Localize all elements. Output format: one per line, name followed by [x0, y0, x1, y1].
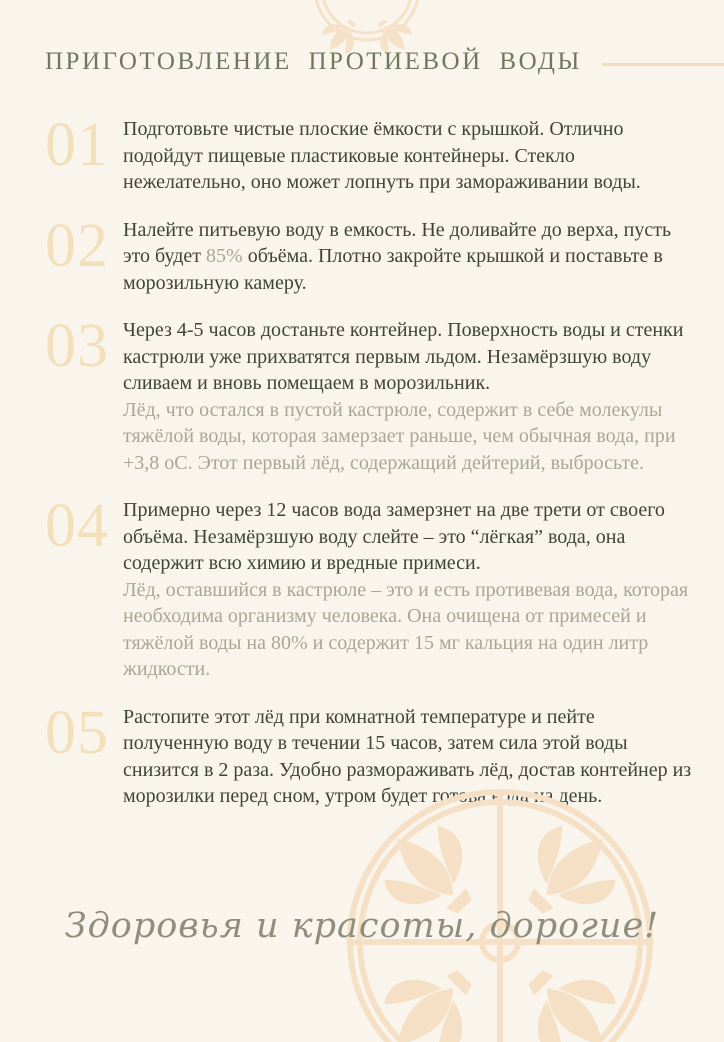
step-text — [123, 497, 701, 683]
step-text-dark-segment: Примерно через 12 часов вода замерзнет на две трети от своего объёма. Незамёрзшую воду слейте – это “лёгкая” вода, она содержит всю химию и вредные примеси. — [123, 499, 665, 574]
step-row — [45, 312, 701, 476]
step-text — [123, 317, 701, 476]
page-title: ПРИГОТОВЛЕНИЕ ПРОТИЕВОЙ ВОДЫ — [45, 48, 582, 75]
step-text-dark-segment: Через 4-5 часов достаньте контейнер. Поверхность воды и стенки кастрюли уже прихватятся первым льдом. Незамёрзшую воду сливаем и вновь помещаем в морозильник. — [123, 319, 684, 394]
step-number: 02 — [45, 211, 109, 280]
step-text-light-segment: 85% — [206, 245, 243, 267]
step-text — [123, 217, 701, 297]
steps-list — [45, 111, 701, 831]
step-number: 04 — [45, 492, 109, 560]
step-text-dark-segment: объёма. Плотно закройте крышкой и поставьте в морозильную камеру. — [123, 245, 663, 294]
signature-text: Здоровья и красоты, дорогие! — [64, 906, 660, 946]
step-row — [45, 492, 701, 683]
step-text-light-segment: Лёд, что остался в пустой кастрюле, содержит в себе молекулы тяжёлой воды, которая замерзает раньше, чем обычная вода, при +3,8 оС. Этот первый лёд, содержащий дейтерий, выбросьте. — [123, 398, 676, 474]
title-rule — [602, 63, 724, 66]
step-number: 01 — [45, 111, 109, 179]
step-number: 05 — [45, 698, 109, 767]
step-text-light-segment: Лёд, оставшийся в кастрюле – это и есть противевая вода, которая необходима организму человека. Она очищена от примесей и тяжёлой воды на 80% и содержит 15 мг кальция на один литр жидкости. — [123, 578, 689, 680]
step-text-dark-segment: Подготовьте чистые плоские ёмкости с крышкой. Отлично подойдут пищевые пластиковые контейнеры. Стекло нежелательно, оно может лопнуть при замораживании воды. — [123, 118, 641, 193]
step-row — [45, 111, 701, 196]
step-row — [45, 211, 701, 297]
title-row — [45, 48, 724, 76]
step-text-dark-segment: Растопите этот лёд при комнатной температуре и пейте полученную воду в течении 15 часов, затем сила этой воды снизится в 2 раза. Удобно размораживать лёд, достав контейнер из морозилки перед сном, утром будет готова вода на день. — [123, 705, 692, 807]
step-number: 03 — [45, 312, 109, 380]
step-text-dark-segment: Налейте питьевую воду в емкость. Не доливайте до верха, пусть это будет — [123, 218, 672, 267]
step-text — [123, 116, 701, 196]
